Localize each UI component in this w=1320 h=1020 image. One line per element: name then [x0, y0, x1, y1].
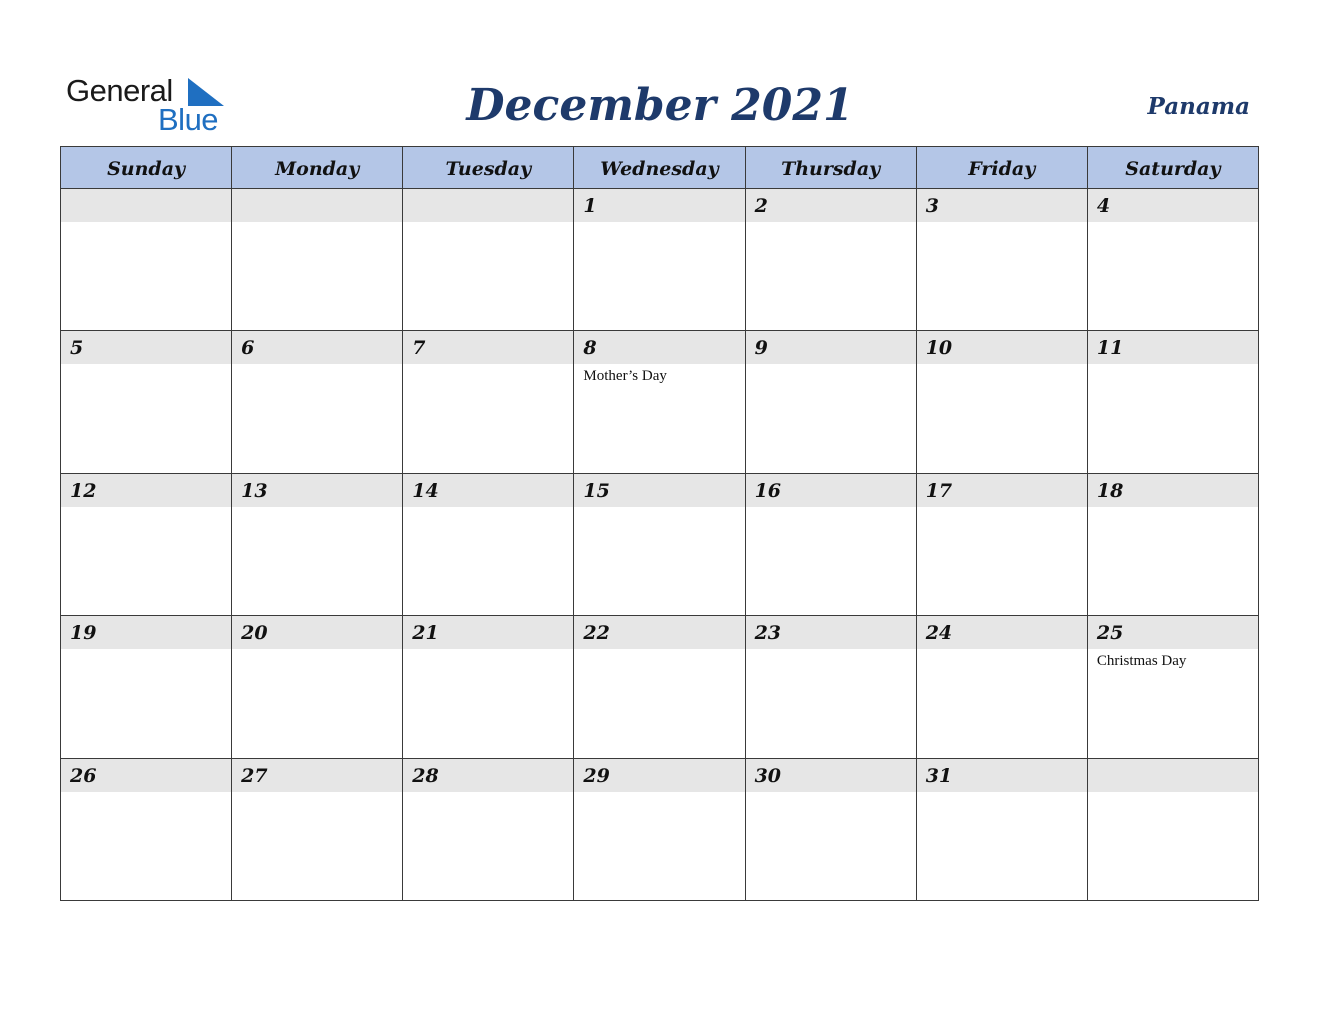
- weekday-header-saturday: Saturday: [1125, 158, 1221, 180]
- day-number-band: [574, 331, 744, 364]
- weekday-header-monday: Monday: [232, 147, 403, 188]
- day-number-band: [1088, 759, 1258, 792]
- day-number: 27: [241, 764, 268, 787]
- day-cell[interactable]: [232, 759, 403, 901]
- day-number: 26: [70, 764, 97, 787]
- day-cell[interactable]: [403, 474, 574, 615]
- day-cell[interactable]: [917, 759, 1088, 901]
- logo-word-blue: Blue: [158, 102, 219, 137]
- day-number: 31: [925, 764, 953, 787]
- day-number: 18: [1096, 479, 1124, 502]
- day-cell[interactable]: [574, 189, 745, 330]
- day-cell[interactable]: [746, 616, 917, 757]
- day-number: 8: [583, 337, 597, 360]
- day-number: 25: [1096, 622, 1124, 645]
- day-cell[interactable]: [61, 189, 232, 330]
- country-name: Panama: [1147, 93, 1250, 120]
- day-number-band: [232, 189, 402, 222]
- week-row: [61, 759, 1258, 901]
- day-number: 6: [241, 337, 255, 360]
- weekday-header-row: [61, 147, 1258, 189]
- day-cell[interactable]: [403, 616, 574, 757]
- day-number: 14: [412, 479, 439, 502]
- weekday-header-sunday: Sunday: [61, 147, 232, 188]
- day-number-band: [917, 189, 1087, 222]
- week-row: [61, 616, 1258, 758]
- day-number: 30: [754, 764, 782, 787]
- day-cell[interactable]: [61, 331, 232, 472]
- day-cell[interactable]: [232, 189, 403, 330]
- day-number-band: [61, 189, 231, 222]
- day-number: 13: [241, 479, 268, 502]
- day-number-band: [746, 331, 916, 364]
- day-number: 16: [754, 479, 782, 502]
- day-cell[interactable]: [917, 189, 1088, 330]
- day-number-band: [232, 331, 402, 364]
- day-number: 7: [412, 337, 426, 360]
- day-cell[interactable]: [917, 474, 1088, 615]
- day-number: 12: [70, 479, 97, 502]
- day-number: 29: [583, 764, 610, 787]
- day-number: 11: [1096, 337, 1124, 360]
- day-event-label: Christmas Day: [1096, 653, 1187, 670]
- day-number: 3: [925, 195, 939, 217]
- day-number: 5: [70, 337, 84, 360]
- week-row: [61, 474, 1258, 616]
- day-cell[interactable]: [1088, 474, 1258, 615]
- day-number: 22: [583, 622, 610, 645]
- calendar-weeks: [61, 189, 1258, 901]
- day-cell[interactable]: [1088, 759, 1258, 901]
- day-cell[interactable]: [746, 474, 917, 615]
- day-cell[interactable]: [232, 474, 403, 615]
- weekday-header-thursday: Thursday: [746, 147, 917, 188]
- day-cell[interactable]: [403, 759, 574, 901]
- day-number-band: [403, 189, 573, 222]
- day-number-band: [403, 331, 573, 364]
- day-number: 4: [1096, 195, 1111, 217]
- day-cell[interactable]: [403, 331, 574, 472]
- day-cell[interactable]: [574, 616, 745, 757]
- day-number: 24: [925, 622, 953, 645]
- day-number-band: [1088, 189, 1258, 222]
- calendar-title: December 2021: [466, 80, 854, 131]
- day-number-band: [746, 189, 916, 222]
- day-number: 17: [925, 479, 953, 502]
- day-cell[interactable]: [403, 189, 574, 330]
- weekday-header-tuesday: Tuesday: [403, 147, 574, 188]
- calendar-grid: [60, 146, 1259, 901]
- day-number: 21: [412, 622, 439, 645]
- day-number: 15: [583, 479, 610, 502]
- week-row: [61, 189, 1258, 331]
- day-number: 23: [754, 622, 782, 645]
- day-number: 1: [583, 195, 597, 217]
- generalblue-logo: [66, 74, 236, 138]
- day-cell[interactable]: [1088, 189, 1258, 330]
- day-number: 20: [241, 622, 268, 645]
- day-cell[interactable]: [917, 616, 1088, 757]
- day-cell[interactable]: [61, 616, 232, 757]
- day-cell[interactable]: [746, 331, 917, 472]
- day-number-band: [574, 189, 744, 222]
- day-number: 19: [70, 622, 97, 645]
- day-cell[interactable]: [574, 331, 745, 472]
- day-cell[interactable]: [1088, 331, 1258, 472]
- day-number: 2: [754, 195, 768, 217]
- day-cell[interactable]: [574, 474, 745, 615]
- day-number-band: [61, 331, 231, 364]
- day-cell[interactable]: [61, 474, 232, 615]
- logo-word-general: General: [66, 73, 173, 108]
- day-cell[interactable]: [232, 331, 403, 472]
- week-row: [61, 331, 1258, 473]
- day-cell[interactable]: [917, 331, 1088, 472]
- day-cell[interactable]: [746, 759, 917, 901]
- day-number: 9: [754, 337, 768, 360]
- day-cell[interactable]: [232, 616, 403, 757]
- day-cell[interactable]: [61, 759, 232, 901]
- day-cell[interactable]: [746, 189, 917, 330]
- day-cell[interactable]: [1088, 616, 1258, 757]
- weekday-header-wednesday: Wednesday: [574, 147, 745, 188]
- day-event-label: Mother’s Day: [583, 368, 667, 385]
- day-number: 28: [412, 764, 439, 787]
- day-number: 10: [925, 337, 953, 360]
- day-cell[interactable]: [574, 759, 745, 901]
- weekday-header-friday: Friday: [917, 147, 1088, 188]
